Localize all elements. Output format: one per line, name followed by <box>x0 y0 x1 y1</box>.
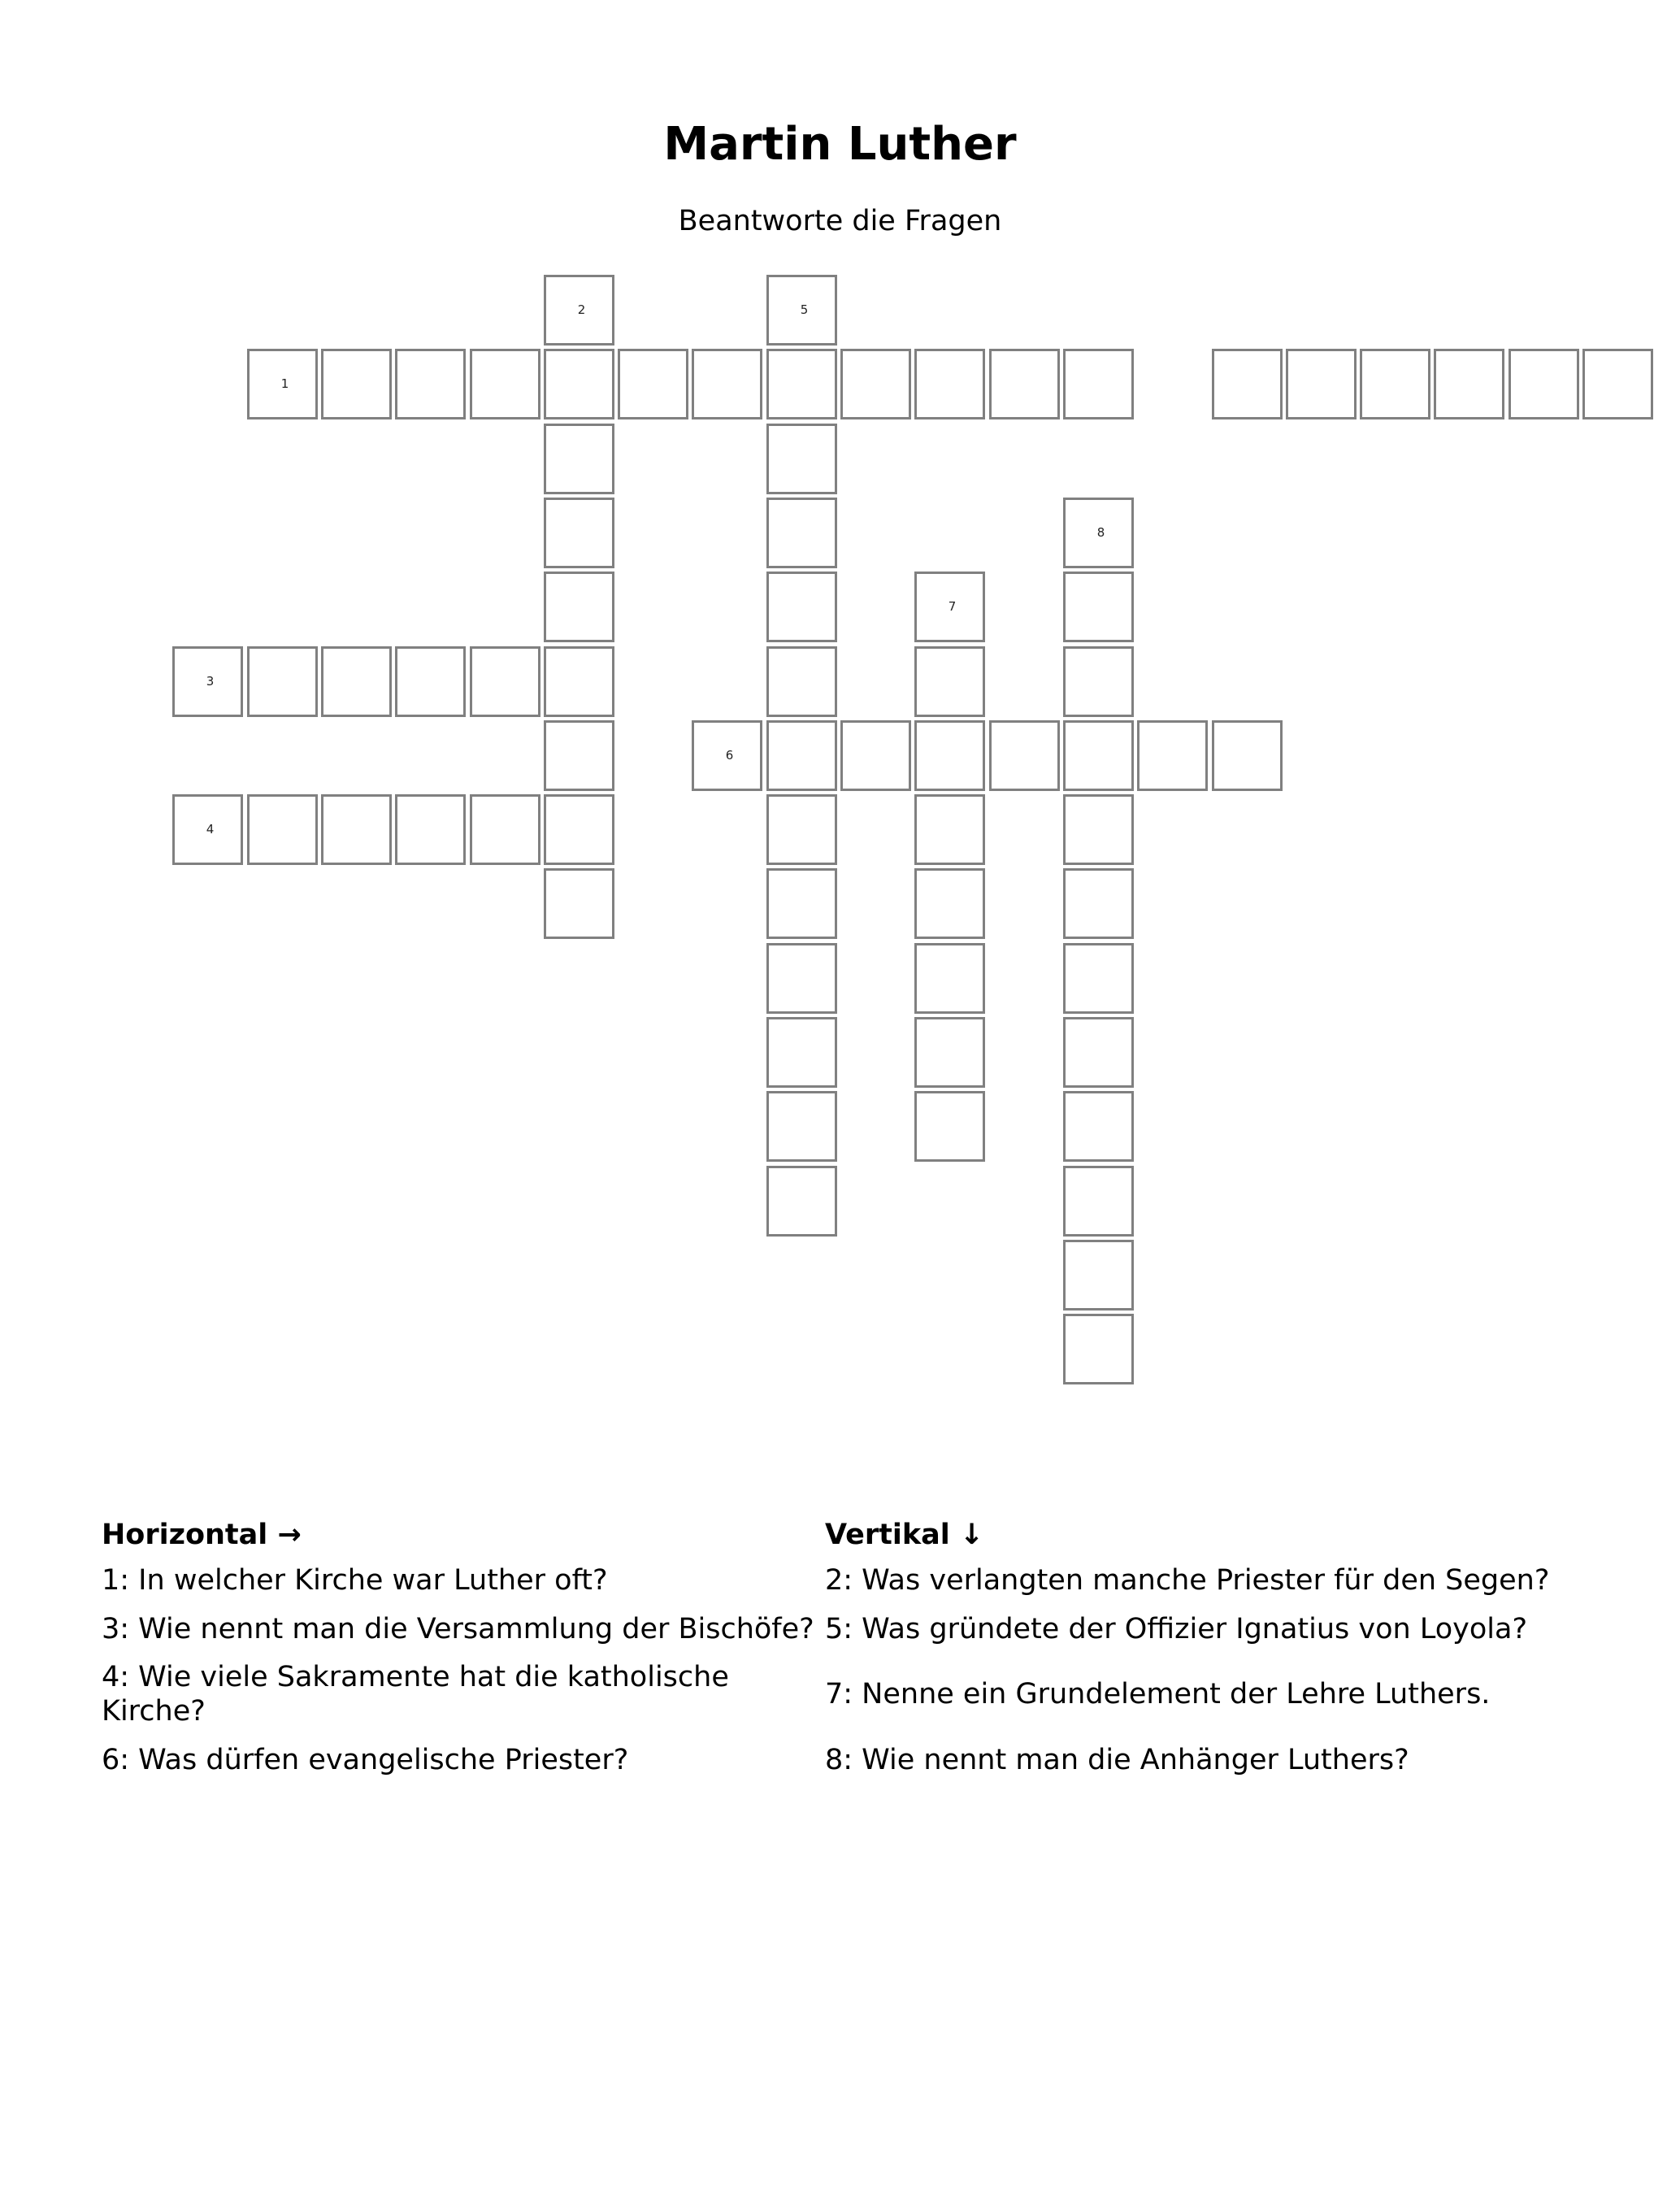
page-subtitle: Beantworte die Fragen <box>678 205 1002 237</box>
crossword-cell[interactable] <box>1212 349 1283 419</box>
down-clue-5: 5: Was gründete der Offizier Ignatius von Loyola? <box>825 1613 1528 1645</box>
clue-number: 4 <box>206 822 215 837</box>
crossword-cell[interactable] <box>1063 646 1134 717</box>
crossword-cell[interactable] <box>766 1017 837 1088</box>
crossword-cell[interactable] <box>544 498 614 568</box>
crossword-cell[interactable] <box>1063 794 1134 865</box>
down-clue-2: 2: Was verlangten manche Priester für den Segen? <box>825 1564 1550 1597</box>
page-title: Martin Luther <box>663 118 1017 171</box>
crossword-cell[interactable] <box>1582 349 1653 419</box>
crossword-cell[interactable] <box>914 943 985 1014</box>
crossword-cell[interactable] <box>1063 868 1134 939</box>
crossword-cell[interactable] <box>321 794 392 865</box>
crossword-cell[interactable] <box>766 943 837 1014</box>
across-heading: Horizontal → <box>102 1519 302 1551</box>
crossword-cell[interactable] <box>1063 1166 1134 1237</box>
crossword-cell[interactable] <box>692 349 762 419</box>
crossword-cell[interactable] <box>544 424 614 494</box>
crossword-cell[interactable] <box>766 498 837 568</box>
crossword-cell[interactable] <box>1063 1240 1134 1310</box>
across-clue-3: 3: Wie nennt man die Versammlung der Bischöfe? <box>102 1613 814 1645</box>
clue-number: 3 <box>206 674 215 689</box>
crossword-cell[interactable] <box>1063 572 1134 642</box>
crossword-cell[interactable] <box>470 646 540 717</box>
crossword-cell[interactable] <box>766 275 837 346</box>
crossword-cell[interactable] <box>1063 349 1134 419</box>
crossword-cell[interactable] <box>1212 720 1283 791</box>
crossword-cell[interactable] <box>766 646 837 717</box>
crossword-cell[interactable] <box>544 646 614 717</box>
crossword-cell[interactable] <box>172 794 243 865</box>
crossword-cell[interactable] <box>1063 720 1134 791</box>
crossword-cell[interactable] <box>1063 1017 1134 1088</box>
crossword-cell[interactable] <box>321 646 392 717</box>
down-heading: Vertikal ↓ <box>825 1519 984 1551</box>
crossword-cell[interactable] <box>544 349 614 419</box>
down-clue-8: 8: Wie nennt man die Anhänger Luthers? <box>825 1744 1409 1776</box>
crossword-cell[interactable] <box>766 1091 837 1162</box>
crossword-cell[interactable] <box>1063 1091 1134 1162</box>
crossword-cell[interactable] <box>766 794 837 865</box>
crossword-cell[interactable] <box>766 720 837 791</box>
crossword-cell[interactable] <box>1063 943 1134 1014</box>
crossword-cell[interactable] <box>914 720 985 791</box>
crossword-cell[interactable] <box>914 868 985 939</box>
crossword-cell[interactable] <box>914 794 985 865</box>
crossword-cell[interactable] <box>247 646 318 717</box>
clue-number: 1 <box>280 376 289 391</box>
crossword-cell[interactable] <box>395 646 466 717</box>
crossword-cell[interactable] <box>544 572 614 642</box>
crossword-cell[interactable] <box>544 794 614 865</box>
crossword-cell[interactable] <box>914 646 985 717</box>
crossword-cell[interactable] <box>1509 349 1579 419</box>
crossword-cell[interactable] <box>1286 349 1357 419</box>
crossword-cell[interactable] <box>989 349 1060 419</box>
crossword-cell[interactable] <box>395 349 466 419</box>
crossword-cell[interactable] <box>172 646 243 717</box>
crossword-cell[interactable] <box>1063 498 1134 568</box>
crossword-cell[interactable] <box>321 349 392 419</box>
clue-number: 5 <box>800 302 809 317</box>
crossword-cell[interactable] <box>1360 349 1430 419</box>
across-clue-1: 1: In welcher Kirche war Luther oft? <box>102 1564 608 1597</box>
crossword-cell[interactable] <box>247 794 318 865</box>
crossword-cell[interactable] <box>470 349 540 419</box>
across-clue-6: 6: Was dürfen evangelische Priester? <box>102 1744 629 1776</box>
across-clues <box>102 1512 817 1776</box>
across-clue-4: 4: Wie viele Sakramente hat die katholische Kirche? <box>102 1661 729 1728</box>
clue-number: 6 <box>725 748 734 763</box>
crossword-cell[interactable] <box>618 349 688 419</box>
crossword-cell[interactable] <box>544 720 614 791</box>
crossword-cell[interactable] <box>766 349 837 419</box>
crossword-cell[interactable] <box>692 720 762 791</box>
crossword-cell[interactable] <box>914 1091 985 1162</box>
crossword-cell[interactable] <box>766 1166 837 1237</box>
crossword-cell[interactable] <box>247 349 318 419</box>
crossword-cell[interactable] <box>1063 1314 1134 1384</box>
crossword-cell[interactable] <box>1434 349 1504 419</box>
crossword-cell[interactable] <box>544 868 614 939</box>
clue-number: 2 <box>577 302 586 317</box>
crossword-cell[interactable] <box>766 868 837 939</box>
crossword-cell[interactable] <box>1137 720 1208 791</box>
crossword-cell[interactable] <box>840 720 911 791</box>
down-clues <box>825 1512 1605 1776</box>
crossword-cell[interactable] <box>766 424 837 494</box>
clue-number: 7 <box>948 599 957 614</box>
crossword-cell[interactable] <box>544 275 614 346</box>
crossword-cell[interactable] <box>914 572 985 642</box>
crossword-cell[interactable] <box>395 794 466 865</box>
down-clue-7: 7: Nenne ein Grundelement der Lehre Luthers. <box>825 1678 1491 1710</box>
clue-number: 8 <box>1096 525 1105 540</box>
crossword-cell[interactable] <box>914 1017 985 1088</box>
crossword-cell[interactable] <box>914 349 985 419</box>
crossword-cell[interactable] <box>470 794 540 865</box>
crossword-cell[interactable] <box>989 720 1060 791</box>
crossword-cell[interactable] <box>840 349 911 419</box>
crossword-cell[interactable] <box>766 572 837 642</box>
